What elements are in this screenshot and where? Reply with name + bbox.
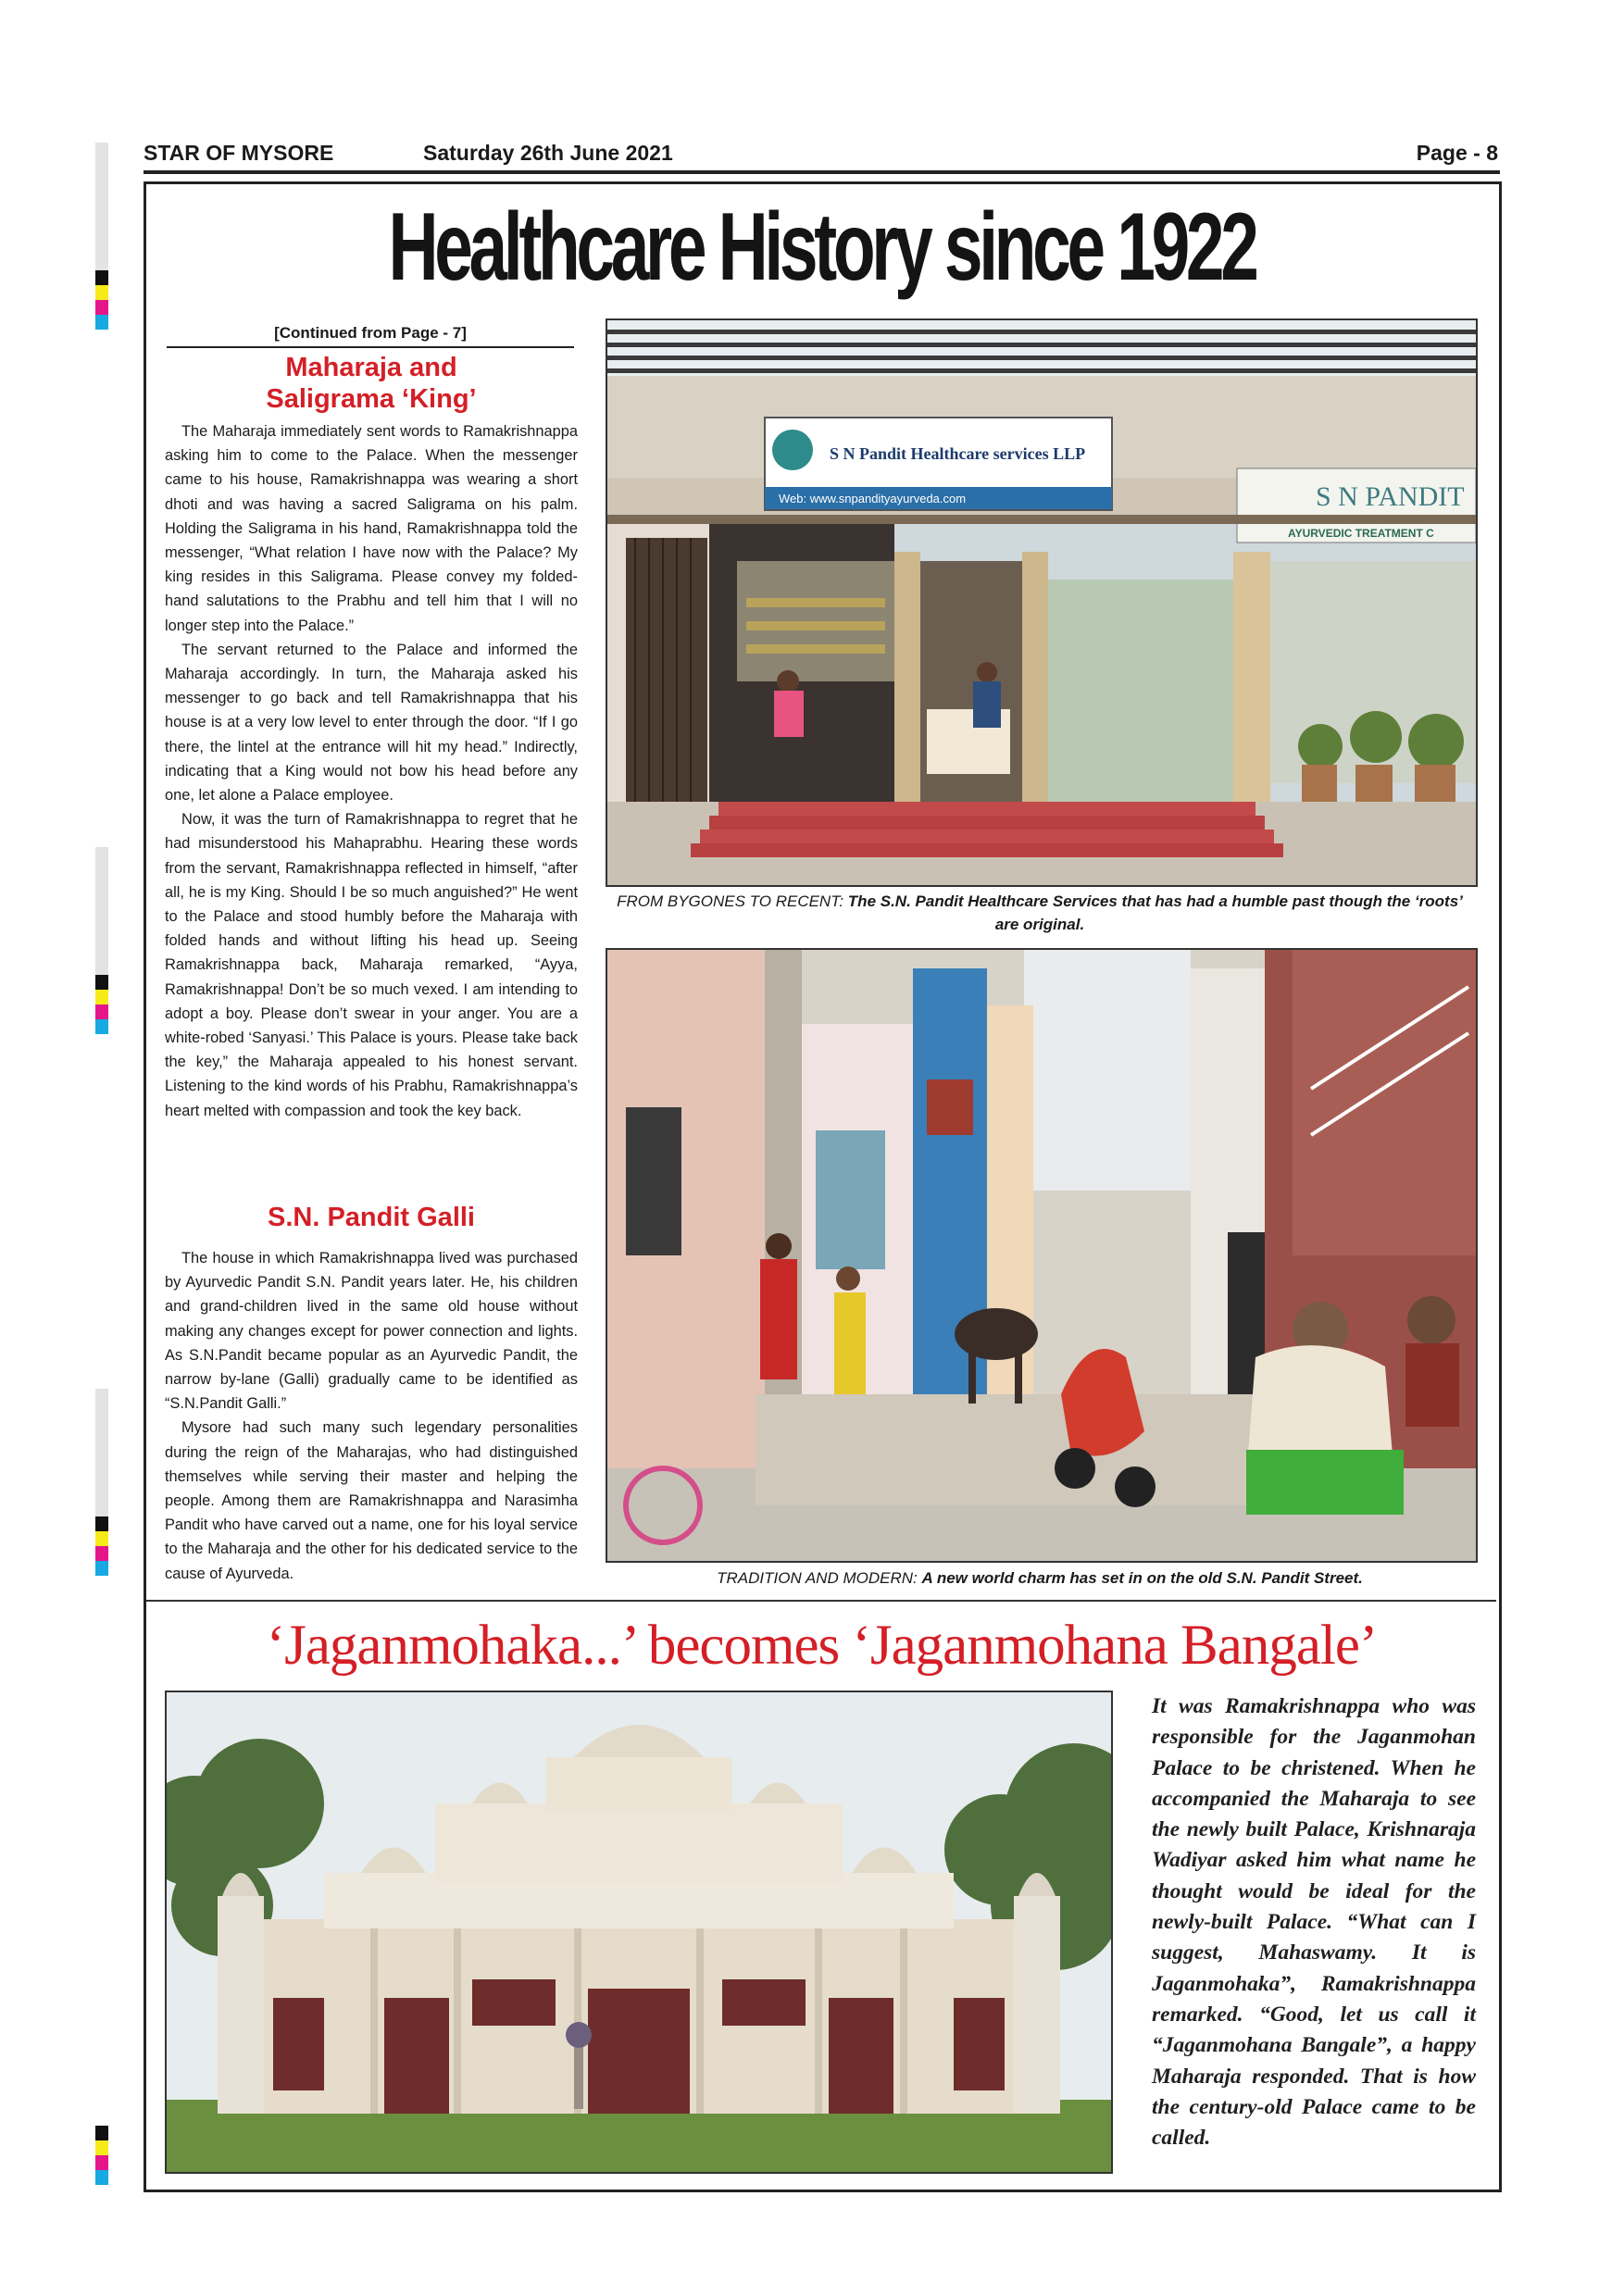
- article-paragraph: The Maharaja immediately sent words to Ramakrishnappa asking him to come to the Palace. When the messenger came to his house, Ramakrishnappa was wearing a short dhoti and was having a sacred Saligrama on his palm. Holding the Saligrama in his hand, Ramakrishnappa told the messenger, “What relation I have now with the Palace? My king resides in this Saligrama. Please convey my folded-hand salutations to the Prabhu and tell him that I will no longer step into the Palace.”: [165, 423, 578, 634]
- section-divider: [146, 1600, 1496, 1602]
- sign-web-text: Web: www.snpandityayurveda.com: [779, 492, 967, 505]
- article-column-2: [165, 1246, 578, 1586]
- sidebar-story: It was Ramakrishnappa who was responsible for the Jaganmohan Palace to be christened. When he accompanied the Maharaja to see the newly built Palace, Krishnaraja Wadiyar asked him what name he thought would be ideal for the newly-built Palace. “What can I suggest, Mahaswamy. It is Jaganmohaka”, Ramakrishnappa remarked. “Good, let us call it “Jaganmohana Bangale”, a happy Maharaja responded. That is how the century-old Palace came to be called.: [1152, 1694, 1476, 2151]
- header-rule: [144, 170, 1500, 174]
- storefront-illustration: [607, 320, 1476, 885]
- palace-illustration: [167, 1692, 1111, 2172]
- paper-name: STAR OF MYSORE: [144, 141, 334, 165]
- sign-main-text: S N Pandit Healthcare services LLP: [830, 444, 1086, 463]
- running-head: [144, 141, 1500, 167]
- registration-mark: [95, 1389, 108, 1576]
- lane-photo: [606, 948, 1478, 1563]
- issue-date: Saturday 26th June 2021: [423, 141, 673, 165]
- section-title-galli: S.N. Pandit Galli: [268, 1203, 475, 1232]
- article-column-1: [165, 419, 578, 1123]
- registration-mark: [95, 143, 108, 330]
- section-title-line: Maharaja and: [285, 353, 457, 382]
- caption-text: A new world charm has set in on the old S.N. Pandit Street.: [921, 1569, 1363, 1587]
- section-title-maharaja: [165, 352, 578, 415]
- sign-side-text: S N PANDIT: [1316, 481, 1465, 512]
- section-title-line: Saligrama ‘King’: [266, 384, 477, 414]
- photo-caption-1: [606, 890, 1474, 936]
- caption-lead: TRADITION AND MODERN:: [717, 1569, 918, 1587]
- continued-note: [Continued from Page - 7]: [167, 324, 574, 348]
- article-paragraph: The servant returned to the Palace and informed the Maharaja accordingly. In turn, the Maharaja asked his messenger to go back and tell Ramakrishnappa that his house is at a very low level to enter through the door. “If I go there, the lintel at the entrance will hit my head.” Indirectly, indicating that a King would not bow his head before any one, let alone a Palace employee.: [165, 641, 578, 805]
- registration-mark: [95, 2126, 108, 2185]
- page-headline: Healthcare History since 1922: [388, 193, 1255, 301]
- photo-caption-2: [606, 1566, 1474, 1590]
- sign-side-text-3: AYURVEDIC TREATMENT C: [1288, 527, 1434, 540]
- caption-lead: FROM BYGONES TO RECENT:: [617, 892, 844, 910]
- storefront-photo: [606, 318, 1478, 887]
- article-paragraph: The house in which Ramakrishnappa lived was purchased by Ayurvedic Pandit S.N. Pandit years later. He, his children and grand-children lived in the same old house without making any changes except for power connection and lights. As S.N.Pandit became popular as an Ayurvedic Pandit, the narrow by-lane (Galli) gradually came to be identified as “S.N.Pandit Galli.”: [165, 1250, 578, 1413]
- article-paragraph: Mysore had such many such legendary personalities during the reign of the Maharajas, who had distinguished themselves while serving their master and helping the people. Among them are Ramakrishnappa and Narasimha Pandit who have carved out a name, one for his loyal service to the Maharaja and the other for his dedicated service to the cause of Ayurveda.: [165, 1419, 578, 1582]
- lane-illustration: [607, 950, 1476, 1561]
- palace-photo: [165, 1691, 1113, 2174]
- caption-text: The S.N. Pandit Healthcare Services that has had a humble past though the ‘roots’ are original.: [847, 892, 1463, 933]
- article-paragraph: Now, it was the turn of Ramakrishnappa to regret that he had misunderstood his Mahaprabhu. Hearing these words from the servant, Ramakrishnappa reflected in himself, “after all, he is my King. Should I be so much anguished?” He went to the Palace and stood humbly before the Maharaja with folded hands and without lifting his head up. Seeing Ramakrishnappa back, Maharaja remarked, “Ayya, Ramakrishnappa! Don’t be so much vexed. I am intending to adopt a boy. Please don’t swear in your anger. You are a white-robed ‘Sanyasi.’ This Palace is yours. Please take back the key,” the Maharaja appealed to his honest servant. Listening to the kind words of his Prabhu, Ramakrishnappa’s heart melted with compassion and took the key back.: [165, 811, 578, 1119]
- second-headline: ‘Jaganmohaka...’ becomes ‘Jaganmohana Bangale’: [266, 1615, 1378, 1677]
- registration-mark: [95, 847, 108, 1034]
- page-number: Page - 8: [1416, 141, 1498, 165]
